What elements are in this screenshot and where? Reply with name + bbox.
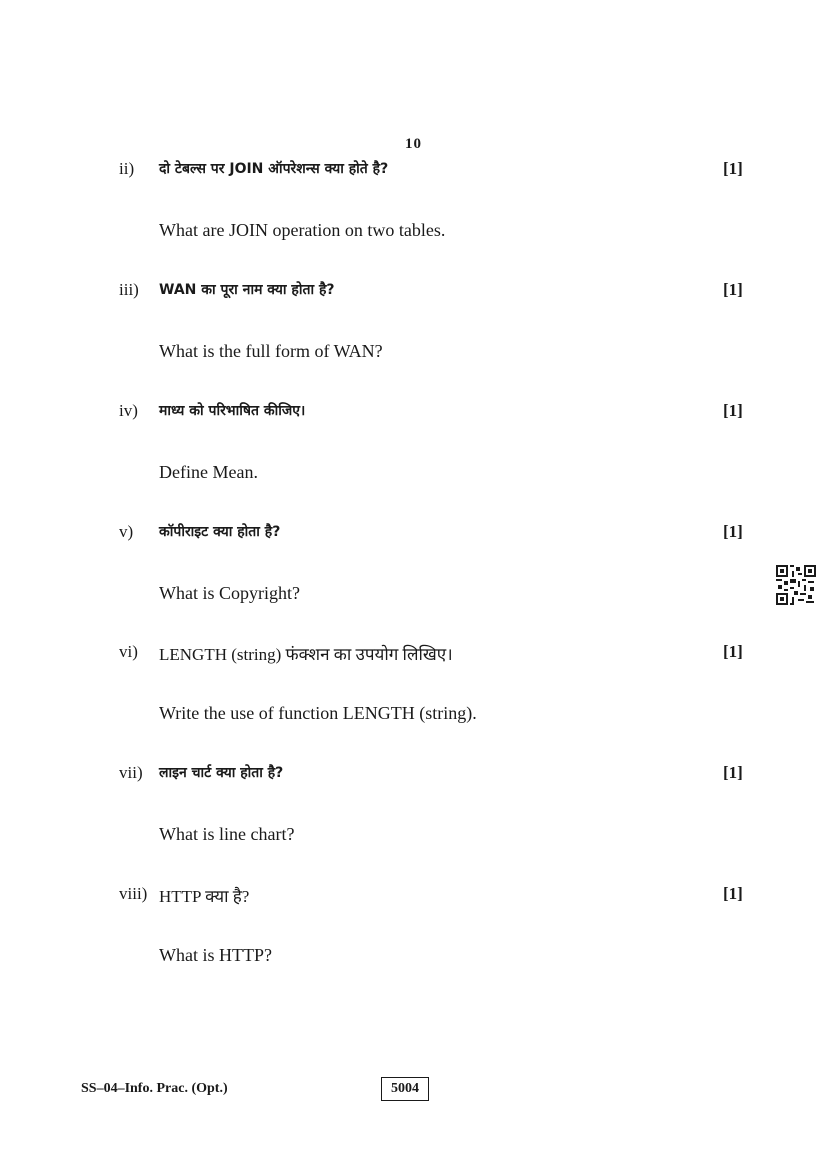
question-text-english: What is Copyright? <box>159 583 300 603</box>
question-text-hindi: दो टेबल्स पर JOIN ऑपरेशन्स क्या होते है? <box>159 161 389 177</box>
question-text-english: Write the use of function LENGTH (string). <box>159 703 477 723</box>
question-number: viii) <box>119 884 148 903</box>
question-marks: [1] <box>723 159 743 178</box>
question-marks: [1] <box>723 280 743 299</box>
question-number: iii) <box>119 280 139 299</box>
question-text-hindi: LENGTH (string) फंक्शन का उपयोग लिखिए। <box>159 645 453 664</box>
question-text-english: What are JOIN operation on two tables. <box>159 220 446 240</box>
question-marks: [1] <box>723 763 743 782</box>
question-marks: [1] <box>723 642 743 661</box>
question-number: v) <box>119 522 134 541</box>
qr-code-icon <box>776 565 816 605</box>
question-marks: [1] <box>723 522 743 541</box>
question-marks: [1] <box>723 884 743 903</box>
question-number: vi) <box>119 642 138 661</box>
page-number: 10 <box>405 136 422 152</box>
question-text-hindi: WAN का पूरा नाम क्या होता है? <box>159 282 335 298</box>
footer-subject: SS–04–Info. Prac. (Opt.) <box>81 1081 228 1096</box>
question-number: vii) <box>119 763 143 782</box>
question-marks: [1] <box>723 401 743 420</box>
question-text-hindi: लाइन चार्ट क्या होता है? <box>159 765 284 781</box>
question-number: iv) <box>119 401 138 420</box>
question-text-english: Define Mean. <box>159 462 258 482</box>
question-text-english: What is the full form of WAN? <box>159 341 383 361</box>
question-number: ii) <box>119 159 135 178</box>
question-text-hindi: कॉपीराइट क्या होता है? <box>159 524 281 540</box>
question-text-english: What is HTTP? <box>159 945 272 965</box>
question-text-hindi: माध्य को परिभाषित कीजिए। <box>159 403 306 419</box>
question-text-english: What is line chart? <box>159 824 295 844</box>
question-text-hindi: HTTP क्या है? <box>159 887 250 906</box>
footer-paper-code: 5004 <box>381 1077 429 1101</box>
